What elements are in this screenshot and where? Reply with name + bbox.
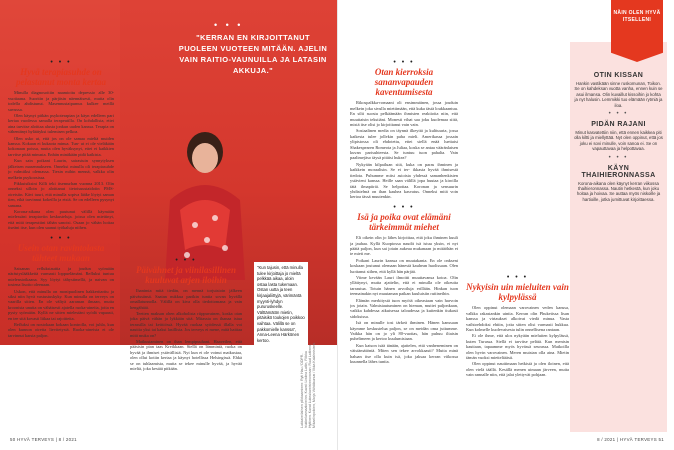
sidebar-heading: KÄYN THAIHIERONNASSA: [581, 164, 656, 179]
body-paragraph: Matkustaminen on ihan lempipuuhani. Haaveilen, että pääsisin pian taas Kreikkaan. Siellä on lämmintä, ruoka on hyvää ja ihmiset ystävällisiä. Nyt kun ei ole voinut matkustaa, olen ollut kotiin kertaa ja käynyt hotellissa Helsingissä. Ehkä se on tuhlaamista, mutta se tekee minulle hyvää, ja hyvää mieltä, joka kestää pitkään.: [130, 339, 242, 372]
section-bullets: • • •: [175, 258, 197, 264]
body-paragraph: Nykyään kilpailuan sitä, kuka on paras ihminen ja kaikkein moraalisin. Se ei ter- ikkasta hyvää ihmisestä tiedota. Puhumme mitsi asioista yhdessä samanhenkisten ystävieni kanssa. Heille saan välillä jopa huutaa ja kiroilla tätä ilmapiiriä. Se helpottaa. Koronan ja sensuurin yhdistelmä on ihan kauhea kasvatus. Onneksi mitä voin kertoa tässä muutenkin.: [350, 161, 458, 200]
body-paragraph: Rikospalkka-romaani oli ensimmäinen, jossa jouduin melkein joka sivulla miettimään, että kuka tästä loukkaantuu. En silti suostu pelkäämään ihmisten reaktioita niin, että muuttaisin tekstiäni. Monesti vihat saa joku kuolemaa siitä, mistä itse olisi jo kirjoittanut vain vain.: [350, 100, 458, 128]
body-paragraph: Kun katson isää tänään, ajattelen, että vanheneminen on väistämätöntä. Miten sen tekee arvokkaasti? Mutta minä haluan itse olla kuin isä, joka jaksaa kerran viikossa kuunnella lähes tuntia.: [350, 342, 458, 365]
section-bullets: • • •: [50, 234, 72, 242]
body-paragraph: Uskon, että minulla on monipuolinen hakkeritarttu ja siksi niin hyvä vastustuskyky. Kun minulla on terveys on vaarilla sitten. En ole vältyä aaraman ilmaan, mutta kroonista unutta on vähäisesti ajatella ruoka-aineita, joita en pysty syömään. Kyllä ne sitten mielestäni syödä vapaasti, en tee sitä kovasti liikaa tai rajoitteita.: [8, 288, 114, 321]
body-paragraph: Ei ole ihme, että ulos nykyään mieluiten kylpylässä, kuten Turussa. Siellä ei tarvitse pelätä. Kun menisin kauttaan, tapaamme myös hyvässä seurassa. Matkoilla olen hyvin varovainen. Meren muistan olla aina. Mietin tämän vuoksi mietteliäästi.: [466, 333, 569, 361]
section-heading: Otan kierroksia sananvapauden kaventumisesta: [374, 67, 434, 98]
body-paragraph: Elämän merkitystä tuon myötä oikeastaan vain harvoin jos jotain. Valmistautuminen on hieman, muttei paljonkaan, vaikka kahdessa aikuisessa taloudessa ja kuitenkin tiukasti sidoksissa.: [350, 297, 458, 319]
pull-quote: "KERRAN EN KIRJOITTANUT PUOLEEN VUOTEEN MITÄÄN. AJELIN VAIN RAITIO-VAUNUILLA JA LATASIN AKKUJA.": [178, 33, 328, 75]
section-bullets: • • •: [393, 60, 415, 66]
section-bullets: • • •: [393, 203, 415, 211]
body-paragraph: Olen oppinut nauttimaan hetkistä ja olen iloinen, että olen vielä täällä. Kesällä menen uimaan järveen, mutta vain rannalle niin, että jalat ylettyvät pohjaan.: [466, 361, 569, 378]
page-folio: 50 HYVÄ TERVEYS | 8 / 2021: [10, 437, 77, 442]
section-heading: Isä ja poika ovat elämäni tärkeimmät miehet: [357, 212, 451, 233]
sidebar-heading: OTIN KISSAN: [593, 72, 644, 79]
section-heading: Nykyisin uin mieluiten vain kylpylässä: [466, 282, 569, 303]
body-paragraph: Kun sain poikani Laurin, sairastuin synnytyksen jälkeisen masennukseen. Onneksi minulla oli terapiasuhde jo valmiiksi olemassa. Tiesin mihin mennä, valkka olin melkein psykoosissa.: [8, 158, 114, 180]
body-paragraph: Sosiaalinen media on täynnä ilkeyttä ja kulttuuria, jossa kaikesta tulee jollekin paha mieli. Amerikassa jossain ylipistossa oli ehdotettu, ettei siellä enää luettaisi Shakespearen Romeota ja Juliaa, koska se antaa vääränlaisen kuvan parisuhteesta. Se tuntuu tuon pahalta. Vain paalimejäso täysä pitäisi hukea?: [350, 128, 458, 161]
body-paragraph: Korona-aikana olen puutunut välillä käymään mielessäni terapiaviin keskusteluja. joissa olen miettinyt, että mitä terapeuttini tähän sanoisi. Osaan jo vähän hoitaa itseäni itse, kun olen saanut työkaluja niihen.: [8, 208, 114, 231]
body-paragraph: Poikani Laurin kanssa on muutakanta. En ole onkseni koskaan joutunut olemaan hänestä kauhean huolissaan. Olen luottanut siihen, että kyllä hän pärjää.: [350, 257, 458, 274]
section-heading: Päivähnet ja viinilasillinen kuuluvat arjen iloihin: [135, 265, 236, 286]
body-paragraph: Viime kevään Lauri ilmoitti muuttavansa kotoa. Olin yllättynyt, mutta ajattelin, että ei minulla ole oikeutta tarrautua. Totuin hänen arvoiluja erillään. Hinkan tuon teemainakin nyt muutaman paikan kuuluisiin rutiineihin.: [350, 274, 458, 297]
body-paragraph: Olen usko ut, että jos on ole samaa mieltä muiden kanssa. Kokaan ei kukaota minua. Tun- ut ei ole vieläkään kokonaan poissa, mutta olen hyväksynyt, ettei ei kaikkien tarvitse pitää minusta. Enhän minäkään pidä kaikista.: [8, 135, 114, 157]
body-paragraph: Pikkuisiksini Killi teki itsemurhan vuonna 2013. Olin onneksi silloin jo aloittanut tietoisuustaidoiin PMS-oireisiin. Kävi tuuri, että minulla sopiva lääke löytyi saman tien, eikä tarvinnut kokeilla ja etsiä. Se on edelleen pysynyt samana.: [8, 180, 114, 208]
section-bullets: • • •: [506, 275, 529, 281]
sidebar-box: [570, 42, 667, 432]
body-paragraph: Teetten maksan ohen alkoholista riippuvainen, koska otan joka päivä vähän ja lykkään sitä. Mitassta on ihanaa istua terassilla tai keittiössä. Hyvää ruokaa syödessä illalla voi nauttia yksi tai kaksi lasillista. Jos terveys ei mene, mitä haittaa mitä muka on?: [130, 311, 242, 338]
section-bullets: • • •: [50, 60, 72, 66]
left-column-1: [8, 60, 114, 445]
left-column-2: [130, 258, 242, 438]
sidebar-text: Hankin vastikään sinne ruskomunan, Toikon. Se on kahdeksan vuotta vanha, ennen kuin se asui ilmansa. Olin kuvaillut kissoihin jo kohta ja nyt halusin. Lemmikki tuo elämään rytmiä ja iloa.: [574, 81, 663, 108]
photo-credit: Lukkaimilaiisen pilkkaaminen: Ryti Hau / DDPR-hiukkelusmaatoiminn. Kuvat: Lindea Laitin, Riikka Hyttinen. Kuvat Lukeukamisinmonosan: Ruut Laitinen, Mikaelinpoikien, Marja Vähätaunus / Ilkka Kalahnisiemi.: [300, 341, 316, 428]
body-paragraph: Eli oikein olin jo lähes kirjoittaa, että joku ihminen kuuli ja jauhaa. Kyllä Kuopiossa naudit isä istuu yksin, ei nyt päätä paljon, kun sai jotain aukeaa mukanaan ja mitäöhän et te mieti me.: [350, 235, 458, 257]
sidebar-bullets: • • •: [608, 154, 629, 161]
quote-bullets: • • •: [214, 20, 244, 30]
section-heading: Usein otan ravintolasta tähteet mukaan: [17, 242, 105, 263]
body-paragraph: Saisanan reflukstauttia ja joudun syömään närästyslääkkeitä varmasti loppuelämäni. Refluksi tuntuu mielenstoikaana. Syy löytyi tähystimellä, ja naivan on tosiena lisoito oleenaan.: [8, 265, 114, 288]
section-heading: Hyvä terapiasuhde on pelastanut monta kertaa: [15, 67, 106, 88]
body-paragraph: Isä on minulle tosi tärkeä ihminen. Hänen kanssaan käymme keskustelua paljon, se on meidän oma juttumme. Vaikka hän on jo yli 80-vuotias, hän puhuu iltaisin puhelimeen ja kertoo kuulumisiaan.: [350, 320, 458, 342]
body-paragraph: Refluksi on nostokaan kokaan kontrolla, voi juhla, kun olen kunnon oiretta lievitetystä. Ruoka-aineista ei ole tarvinnut karsia paljon.: [8, 322, 114, 338]
sidebar-tab-label: NÄIN OLEN HYVÄ ITSELLENI: [613, 10, 661, 23]
body-paragraph: Olen käynyt pitkän psykoterapian ja käyn edelleen pari kertaa vuodessa samalla terapeutilla. On kohdallista, ettei aina tarvitse aloittaa alusta jonkun uuden kanssa. Terapia on vähentänyt hyläätyksi tulemisen pelkoa.: [8, 113, 114, 135]
body-paragraph: Ihanimta mitä tiedän, on mennä torjuistoin jälkeen päivässänsä. Saatan nukkua parikin tuntia sovan hyvällä omallatunnolla. Välillä on kiva olla tiedottomana ja vain hengähtää.: [130, 288, 242, 310]
sidebar-text: Minut kasvatettiin niin, että ennen kaikkea piti olla kiltti ja miellyttää. Nyt olen oppinut, että jos joku ei sovi minulle, voin sanoa ei. Se on vapauttavaa ja helpottavaa.: [574, 130, 663, 152]
body-paragraph: Olen oppinut olemaan varovainen veden kanssa, valkka rakastankin uintia. Kerran olin Phuketissa lisan kanssa ja virtaukset alkoivat viedä minua. Vasta vaihtoehdoksi ehtiin, jotta sitten olisi varmasti hukkua. Kun kolmelle kuolevaisesta tulin onnellisena rantaan.: [466, 305, 569, 333]
sidebar-bullets: • • •: [608, 111, 629, 118]
sidebar-text: Korona-aikana olen käynyt kerran viikossa thaihieronnassa. Nautin hetkestä, kun joku hoitaa ja hoivaa. Se auttaa myös niskoille ja hartioille, jotka jumittuvat kirjoittaessa.: [576, 180, 661, 202]
sidebar-heading: PIDÄN RAJANI: [591, 121, 646, 129]
right-column-2: [466, 275, 569, 440]
right-column-1: [350, 60, 458, 440]
body-paragraph: Minulla diagnosoitiin naamioitu depressio alle 30-vuotiaana. Suoritin ja pärjäsin näennäisesti, mutta olin todella ahdistunut. Masennustaipumus kulkee meillä suvussa.: [8, 90, 114, 112]
page-folio: 8 / 2021 | HYVÄ TERVEYS 51: [597, 437, 664, 442]
photo-caption: "Kun tajusin, että minulla tulee kirjoittaja jo mieltä pelkkää aikaa, aloin ostaa lasta tukemaan. Ostan uutta ja teen kirjaajaliittyjä, värimäntä myynti-lyhdyn pururuskeelle. Välttämätön mietin, pitäisikö toukojen poikkoo vaihtaa. Välillä se on pakkomielle kanssa", Anna-Leena Härkönen kertoo.: [254, 262, 308, 346]
